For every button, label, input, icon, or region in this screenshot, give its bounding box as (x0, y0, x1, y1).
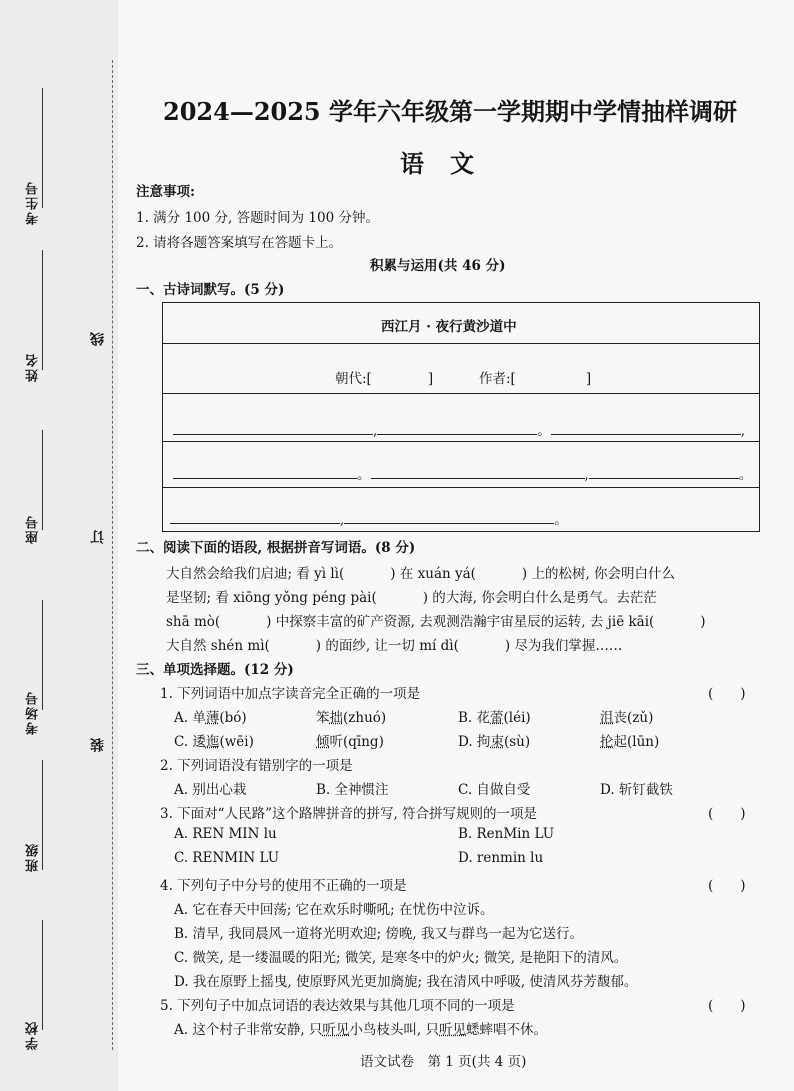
exam-page (130, 0, 770, 1091)
poem-blank[interactable] (371, 478, 585, 479)
binding-mark-ding: 订 (90, 530, 106, 544)
seat-number-label: 座号 (26, 514, 41, 544)
school-line (42, 920, 43, 1030)
option-a[interactable]: A. 这个村子非常安静, 只听见小鸟枝头叫, 只听见蟋蟀唱不休。 (174, 1022, 548, 1038)
option-a[interactable]: A. 它在春天中回荡; 它在欢乐时嘶吼; 在忧伤中泣诉。 (174, 902, 494, 918)
answer-paren[interactable]: ( ) (708, 686, 746, 702)
notice-item: 1. 满分 100 分, 答题时间为 100 分钟。 (136, 210, 379, 226)
exam-title: 2024—2025 学年六年级第一学期期中学情抽样调研 (163, 97, 737, 126)
binding-fold-line (112, 60, 113, 1050)
q2-heading: 二、阅读下面的语段, 根据拼音写词语。(8 分) (136, 540, 416, 556)
author-field: 作者:[ ] (479, 371, 592, 387)
binding-mark-xian: 线 (90, 332, 106, 346)
option-b[interactable]: B. 全神惯注 (316, 782, 389, 798)
option-c[interactable]: C. 逶迤(wēi) (174, 734, 254, 750)
option-c[interactable]: C. 自做自受 (458, 782, 531, 798)
poem-box (162, 302, 760, 532)
notice-heading: 注意事项: (136, 184, 195, 200)
option-d[interactable]: D. 拘束(sù) (458, 734, 531, 750)
q1-heading: 一、古诗词默写。(5 分) (136, 282, 285, 298)
q3-2-stem: 2. 下列词语没有错别字的一项是 (160, 758, 353, 774)
poem-blank[interactable] (551, 434, 741, 435)
exam-number-label: 考生号 (26, 180, 41, 225)
poem-blank[interactable] (377, 434, 537, 435)
poem-blank[interactable] (173, 478, 357, 479)
poem-title: 西江月 · 夜行黄沙道中 (381, 319, 517, 335)
option-d[interactable]: D. renmin lu (458, 850, 544, 866)
notice-item: 2. 请将各题答案填写在答题卡上。 (136, 235, 343, 251)
option-b-2: 沮丧(zǔ) (600, 710, 654, 726)
option-d-2: 抡起(lūn) (600, 734, 660, 750)
page-footer: 语文试卷 第 1 页(共 4 页) (360, 1054, 527, 1070)
option-a[interactable]: A. REN MIN lu (174, 826, 277, 842)
option-d[interactable]: D. 斩钉截铁 (600, 782, 673, 798)
option-c-2: 倾听(qīng) (316, 734, 384, 750)
answer-paren[interactable]: ( ) (708, 806, 746, 822)
option-b[interactable]: B. 清早, 我同晨风一道将光明欢迎; 傍晚, 我又与群鸟一起为它送行。 (174, 926, 584, 942)
answer-paren[interactable]: ( ) (708, 998, 746, 1014)
q3-3-stem: 3. 下面对“人民路”这个路牌拼音的拼写, 符合拼写规则的一项是 (160, 806, 538, 822)
q2-line: 大自然 shén mì( ) 的面纱, 让一切 mí dì( ) 尽为我们掌握…… (166, 638, 623, 654)
option-b[interactable]: B. 花蕾(léi) (458, 710, 531, 726)
q3-1-stem: 1. 下列词语中加点字读音完全正确的一项是 (160, 686, 421, 702)
option-c[interactable]: C. RENMIN LU (174, 850, 280, 866)
option-a[interactable]: A. 别出心栽 (174, 782, 247, 798)
poem-blank[interactable] (170, 523, 340, 524)
poem-blank[interactable] (173, 434, 373, 435)
binding-margin (0, 0, 118, 1091)
q2-line: 是坚韧; 看 xiōng yǒng péng pài( ) 的大海, 你会明白什么是勇气。去茫茫 (166, 590, 657, 606)
q2-line: shā mò( ) 中探察丰富的矿产资源, 去观测浩瀚宇宙星辰的运转, 去 jiē kāi( ) (166, 614, 706, 630)
option-d[interactable]: D. 我在原野上摇曳, 使原野风光更加旖旎; 我在清风中呼吸, 使清风芬芳馥郁。 (174, 974, 638, 990)
poem-line-2: 。 , 。 (173, 463, 752, 483)
option-c[interactable]: C. 微笑, 是一缕温暖的阳光; 微笑, 是寒冬中的炉火; 微笑, 是艳阳下的清风。 (174, 950, 628, 966)
author-blank[interactable] (516, 371, 586, 387)
option-a[interactable]: A. 单薄(bó) (174, 710, 247, 726)
class-label: 班级 (26, 842, 41, 872)
poem-blank[interactable] (344, 523, 554, 524)
q3-4-stem: 4. 下列句子中分号的使用不正确的一项是 (160, 878, 407, 894)
q2-line: 大自然会给我们启迪; 看 yì lì( ) 在 xuán yá( ) 上的松树, 你会明白什么 (166, 566, 676, 582)
dynasty-field: 朝代:[ ] (335, 371, 434, 387)
school-label: 学校 (26, 1020, 41, 1050)
option-a-2: 笨拙(zhuó) (316, 710, 387, 726)
exam-subject: 语文 (400, 149, 500, 178)
exam-room-label: 考场号 (26, 690, 41, 735)
answer-paren[interactable]: ( ) (708, 878, 746, 894)
binding-mark-zhuang: 装 (90, 738, 106, 752)
poem-line-3: , 。 (170, 508, 568, 528)
option-b[interactable]: B. RenMin LU (458, 826, 555, 842)
part1-title: 积累与运用(共 46 分) (370, 258, 506, 274)
dynasty-blank[interactable] (372, 371, 428, 387)
poem-blank[interactable] (589, 478, 739, 479)
q3-5-stem: 5. 下列句子中加点词语的表达效果与其他几项不同的一项是 (160, 998, 515, 1014)
name-label: 姓名 (26, 352, 41, 382)
q3-heading: 三、单项选择题。(12 分) (136, 662, 294, 678)
poem-line-1: , 。 , (173, 419, 745, 439)
